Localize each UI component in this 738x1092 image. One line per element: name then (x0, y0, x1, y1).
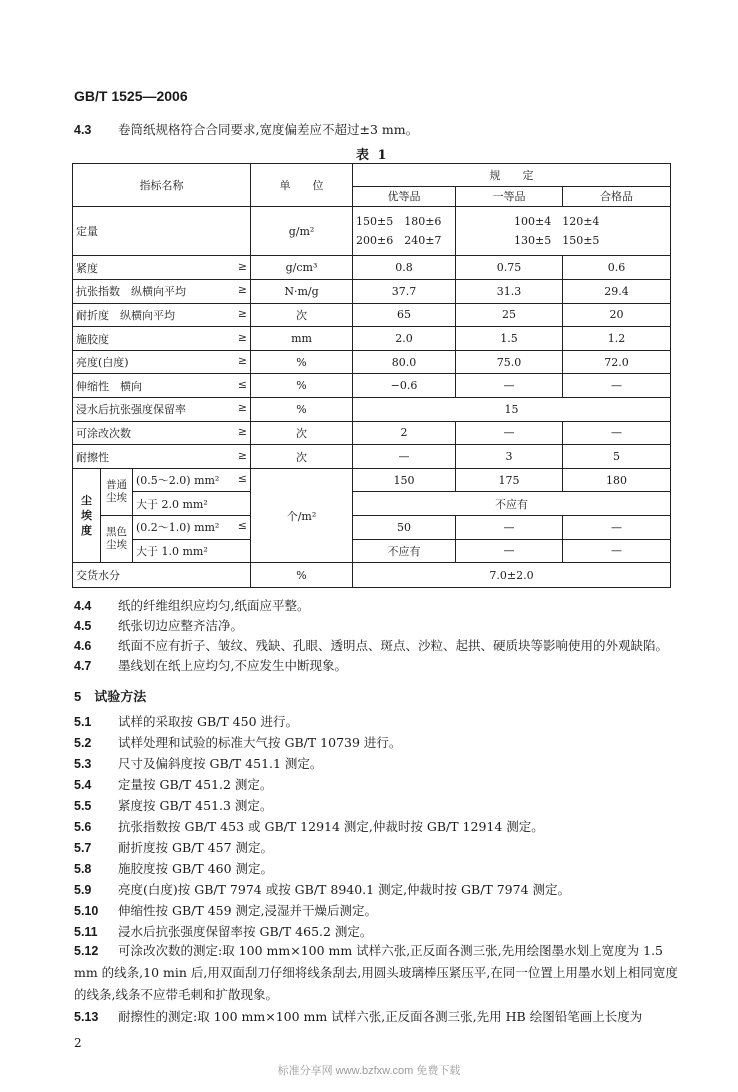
row-value-qualified: 29.4 (563, 279, 671, 303)
header-indicator: 指标名称 (73, 164, 251, 207)
row-name: 浸水后抗张强度保留率 (76, 403, 186, 417)
row-unit: % (251, 350, 353, 374)
table-row (73, 279, 671, 303)
dust-label: 尘 埃 度 (73, 468, 101, 562)
dust-ink-label: 黑色 尘埃 (101, 516, 133, 563)
dust-row (73, 468, 671, 492)
row-value-qualified: — (563, 374, 671, 398)
row-value-premium: 37.7 (353, 279, 456, 303)
row-name: 定量 (73, 207, 251, 256)
row-symbol: ≥ (237, 424, 247, 438)
table-row (73, 445, 671, 469)
row-value-premium: 150 (353, 468, 456, 492)
row-value-premium: — (353, 445, 456, 469)
clause-5-8: 5.8 施胶度按 GB/T 460 测定。 (74, 861, 273, 876)
clause-5-5: 5.5 紧度按 GB/T 451.3 测定。 (74, 798, 273, 813)
header-spec: 规 定 (353, 164, 671, 187)
row-value-premium: 0.8 (353, 256, 456, 280)
clause-text: 卷筒纸规格符合合同要求,宽度偏差应不超过±3 mm。 (118, 122, 419, 137)
header-grade-premium: 优等品 (353, 186, 456, 207)
row-symbol: ≥ (237, 401, 247, 415)
row-symbol: ≥ (237, 330, 247, 344)
clause-5-13: 5.13 耐擦性的测定:取 100 mm×100 mm 试样六张,正反面各测三张,先用 HB 绘图铅笔画上长度为 (74, 1009, 643, 1024)
table-row (73, 207, 671, 256)
row-value-first: 0.75 (456, 256, 563, 280)
row-value-premium: 2.0 (353, 327, 456, 351)
specification-table (72, 163, 671, 588)
header-grade-first: 一等品 (456, 186, 563, 207)
row-value-qualified: — (563, 516, 671, 540)
row-unit: 次 (251, 303, 353, 327)
row-symbol: ≥ (237, 283, 247, 297)
row-value-first: — (456, 539, 563, 563)
row-unit: N·m/g (251, 279, 353, 303)
clause-4-7: 4.7 墨线划在纸上应均匀,不应发生中断现象。 (74, 658, 347, 673)
row-value-first: — (456, 421, 563, 445)
row-name: 伸缩性 横向 (76, 379, 142, 393)
table-row (73, 303, 671, 327)
row-value-premium: 2 (353, 421, 456, 445)
clause-5-2: 5.2 试样处理和试验的标准大气按 GB/T 10739 进行。 (74, 735, 402, 750)
row-value-merged: 15 (353, 398, 671, 422)
table-caption: 表 1 (356, 148, 389, 163)
dust-range: 大于 2.0 mm² (133, 492, 251, 516)
clause-number: 4.3 (74, 123, 92, 137)
row-value-qualified: — (563, 539, 671, 563)
row-symbol: ≤ (237, 377, 247, 391)
row-symbol: ≤ (237, 472, 247, 486)
table-header-row (73, 164, 671, 187)
row-value-first: 31.3 (456, 279, 563, 303)
row-value-qualified: 1.2 (563, 327, 671, 351)
row-value-qualified: — (563, 421, 671, 445)
row-unit: % (251, 398, 353, 422)
row-unit: g/cm³ (251, 256, 353, 280)
dust-row (73, 516, 671, 540)
row-value-premium: −0.6 (353, 374, 456, 398)
row-value-premium: 80.0 (353, 350, 456, 374)
dust-row (73, 492, 671, 516)
row-name: 抗张指数 纵横向平均 (76, 285, 186, 299)
row-unit: % (251, 374, 353, 398)
row-unit: 次 (251, 445, 353, 469)
row-value-merged: 7.0±2.0 (353, 563, 671, 588)
row-symbol: ≥ (237, 306, 247, 320)
clause-5-12: 5.12 可涂改次数的测定:取 100 mm×100 mm 试样六张,正反面各测三张,先用绘图墨水划上宽度为 1.5 mm 的线条,10 min 后,用双面刮刀仔细将线条刮去,用圆头玻璃棒压紧压平,在同一位置上用墨水划上相同宽度的线条,线条不应带毛刺和扩散现象。 (74, 943, 678, 1002)
clause-4-5: 4.5 纸张切边应整齐洁净。 (74, 618, 244, 633)
row-value-qualified: 5 (563, 445, 671, 469)
table-row (73, 563, 671, 588)
row-name: 耐擦性 (76, 450, 109, 464)
header-grade-qualified: 合格品 (563, 186, 671, 207)
watermark-footer: 标准分享网 www.bzfxw.com 免费下载 (277, 1065, 461, 1077)
table-row (73, 421, 671, 445)
standard-code-header: GB/T 1525—2006 (74, 88, 188, 104)
dust-range: 大于 1.0 mm² (133, 539, 251, 563)
row-value-merged: 不应有 (353, 492, 671, 516)
row-unit: mm (251, 327, 353, 351)
row-name: 耐折度 纵横向平均 (76, 308, 175, 322)
row-symbol: ≥ (237, 259, 247, 273)
row-unit: % (251, 563, 353, 588)
row-value-first: 3 (456, 445, 563, 469)
table-row (73, 350, 671, 374)
row-symbol: ≤ (237, 519, 247, 533)
clause-5-3: 5.3 尺寸及偏斜度按 GB/T 451.1 测定。 (74, 756, 323, 771)
row-name: 施胶度 (76, 332, 109, 346)
row-name: 紧度 (76, 261, 98, 275)
row-value-first: — (456, 374, 563, 398)
row-symbol: ≥ (237, 354, 247, 368)
row-unit: 次 (251, 421, 353, 445)
page-number: 2 (74, 1036, 82, 1050)
row-value-premium: 150±5 180±6 200±6 240±7 (353, 207, 456, 256)
clause-5-6: 5.6 抗张指数按 GB/T 453 或 GB/T 12914 测定,仲裁时按 GB/T 12914 测定。 (74, 819, 544, 834)
row-symbol: ≥ (237, 448, 247, 462)
dust-range: (0.2～1.0) mm² (136, 521, 220, 535)
header-unit: 单 位 (251, 164, 353, 207)
table-row (73, 256, 671, 280)
row-value-first: 1.5 (456, 327, 563, 351)
row-value-qualified: 72.0 (563, 350, 671, 374)
dust-unit: 个/m² (251, 468, 353, 562)
row-value-first: 25 (456, 303, 563, 327)
table-row (73, 327, 671, 351)
row-name: 交货水分 (73, 563, 251, 588)
row-value-premium: 50 (353, 516, 456, 540)
clause-5-7: 5.7 耐折度按 GB/T 457 测定。 (74, 840, 273, 855)
row-value-qualified: 0.6 (563, 256, 671, 280)
row-value-qualified: 20 (563, 303, 671, 327)
row-name: 亮度(白度) (76, 356, 129, 370)
dust-row (73, 539, 671, 563)
row-value-first: 175 (456, 468, 563, 492)
clause-4-4: 4.4 纸的纤维组织应均匀,纸面应平整。 (74, 598, 310, 613)
row-value-first: 75.0 (456, 350, 563, 374)
row-name: 可涂改次数 (76, 426, 131, 440)
row-value-first: — (456, 516, 563, 540)
row-value-qualified: 180 (563, 468, 671, 492)
row-unit: g/m² (251, 207, 353, 256)
section-5-heading: 5 试验方法 (74, 689, 147, 704)
clause-4-3 (74, 120, 418, 138)
row-value-first-qualified: 100±4 120±4 130±5 150±5 (456, 207, 671, 256)
row-value-premium: 65 (353, 303, 456, 327)
clause-5-9: 5.9 亮度(白度)按 GB/T 7974 或按 GB/T 8940.1 测定,仲裁时按 GB/T 7974 测定。 (74, 882, 571, 897)
dust-normal-label: 普通 尘埃 (101, 468, 133, 515)
dust-range: (0.5～2.0) mm² (136, 474, 220, 488)
clause-5-10: 5.10 伸缩性按 GB/T 459 测定,浸湿并干燥后测定。 (74, 903, 377, 918)
clause-5-4: 5.4 定量按 GB/T 451.2 测定。 (74, 777, 273, 792)
clause-5-1: 5.1 试样的采取按 GB/T 450 进行。 (74, 714, 298, 729)
clause-5-11: 5.11 浸水后抗张强度保留率按 GB/T 465.2 测定。 (74, 924, 373, 939)
table-row (73, 398, 671, 422)
table-row (73, 374, 671, 398)
clause-4-6: 4.6 纸面不应有折子、皱纹、残缺、孔眼、透明点、斑点、沙粒、起拱、硬质块等影响使用的外观缺陷。 (74, 638, 669, 653)
row-value-premium: 不应有 (353, 539, 456, 563)
